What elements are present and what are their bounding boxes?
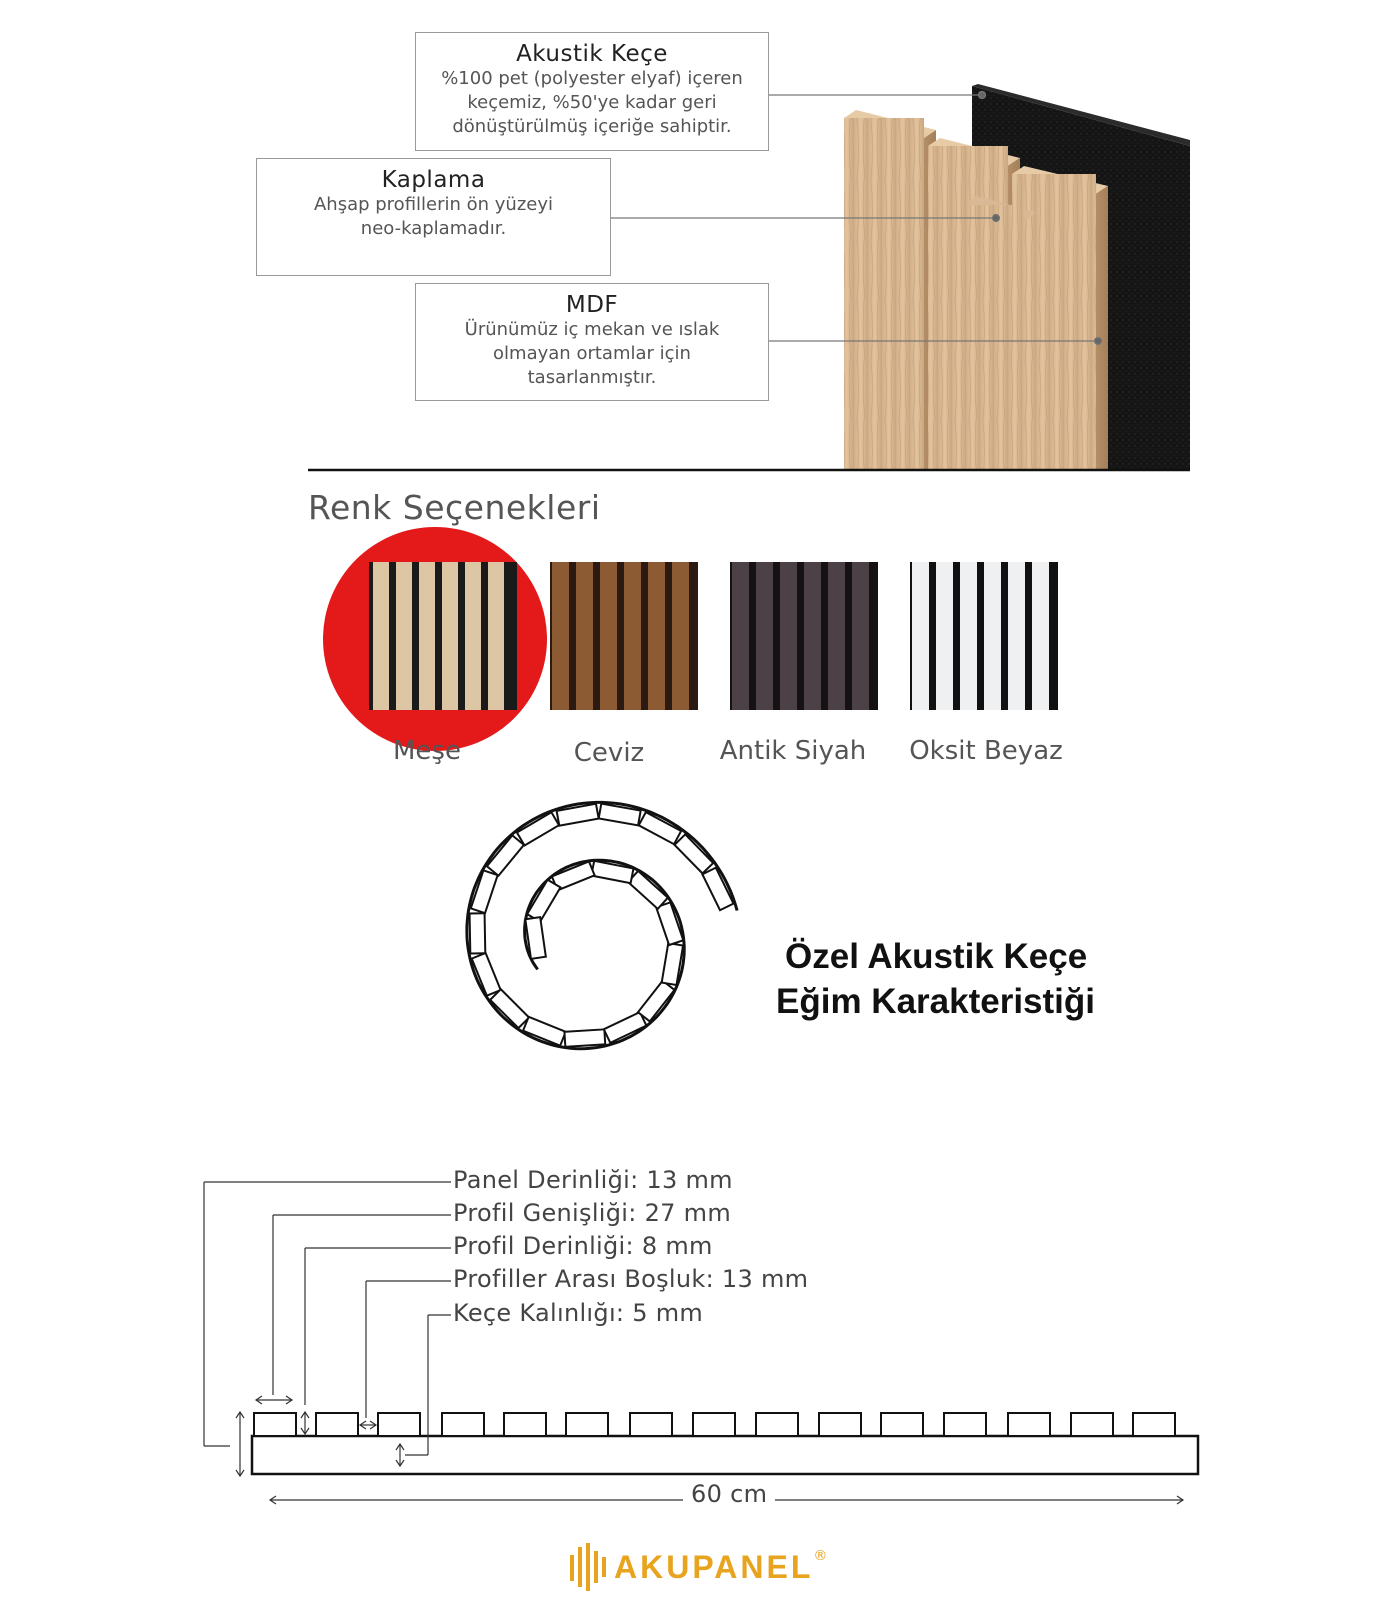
profile-section [1071,1413,1113,1436]
color-options-title: Renk Seçenekleri [308,488,601,527]
dim-profile-gap: Profiller Arası Boşluk: 13 mm [453,1265,809,1293]
swatch-oksit-beyaz[interactable] [910,562,1058,710]
layer-desc-line: %100 pet (polyester elyaf) içeren [441,68,743,89]
panel-base [252,1436,1198,1474]
brand-logo [568,1543,827,1591]
layer-desc-line: keçemiz, %50'ye kadar geri [467,92,717,113]
swatch-antik-siyah[interactable] [730,562,878,710]
layer-desc-line: Ürünümüz iç mekan ve ıslak [464,319,720,340]
profile-section [944,1413,986,1436]
brand-name: AKUPANEL [614,1548,814,1585]
layer-desc-line: Ahşap profillerin ön yüzeyi [313,194,554,215]
swatch-label-oksit-beyaz: Oksit Beyaz [909,736,1063,766]
dim-profile-depth: Profil Derinliği: 8 mm [453,1232,713,1260]
profile-section [442,1413,484,1436]
brand-registered: ® [813,1548,828,1564]
profile-section [630,1413,672,1436]
profile-section [1133,1413,1175,1436]
spiral-slat [470,913,486,953]
layer-desc-line: neo-kaplamadır. [360,218,507,239]
product-illustration [0,0,1400,480]
layer-title-veneer: Kaplama [381,167,486,193]
profile-section [504,1413,546,1436]
curve-title-line2: Eğim Karakteristiği [776,982,1095,1021]
layer-desc-line: dönüştürülmüş içeriğe sahiptir. [452,116,732,137]
profile-section [693,1413,735,1436]
swatch-label-mese: Meşe [393,736,461,766]
dim-profile-width: Profil Genişliği: 27 mm [453,1199,732,1227]
profile-section [566,1413,608,1436]
profile-section [756,1413,798,1436]
swatch-label-ceviz: Ceviz [573,738,645,768]
layer-desc-line: olmayan ortamlar için [493,343,691,364]
spiral-slat [564,1029,605,1046]
profile-section [254,1413,296,1436]
swatch-mese[interactable] [369,562,517,710]
flex-spiral-diagram [440,770,760,1150]
spiral-slat [471,870,498,913]
layer-desc-line: tasarlanmıştır. [527,367,657,388]
layer-title-mdf: MDF [565,292,619,318]
curve-title-line1: Özel Akustik Keçe [785,937,1088,976]
profile-section [819,1413,861,1436]
profile-section [1008,1413,1050,1436]
swatch-label-antik-siyah: Antik Siyah [719,736,867,766]
dim-felt-thickness: Keçe Kalınlığı: 5 mm [453,1299,704,1327]
profile-section [881,1413,923,1436]
dim-panel-depth: Panel Derinliği: 13 mm [453,1166,733,1194]
swatch-ceviz[interactable] [550,562,698,710]
layer-title-felt: Akustik Keçe [516,41,668,67]
brand-logo-icon [568,1543,608,1591]
profile-section [378,1413,420,1436]
curve-title [776,934,1095,1024]
profile-section [316,1413,358,1436]
dim-panel-width: 60 cm [683,1480,775,1508]
